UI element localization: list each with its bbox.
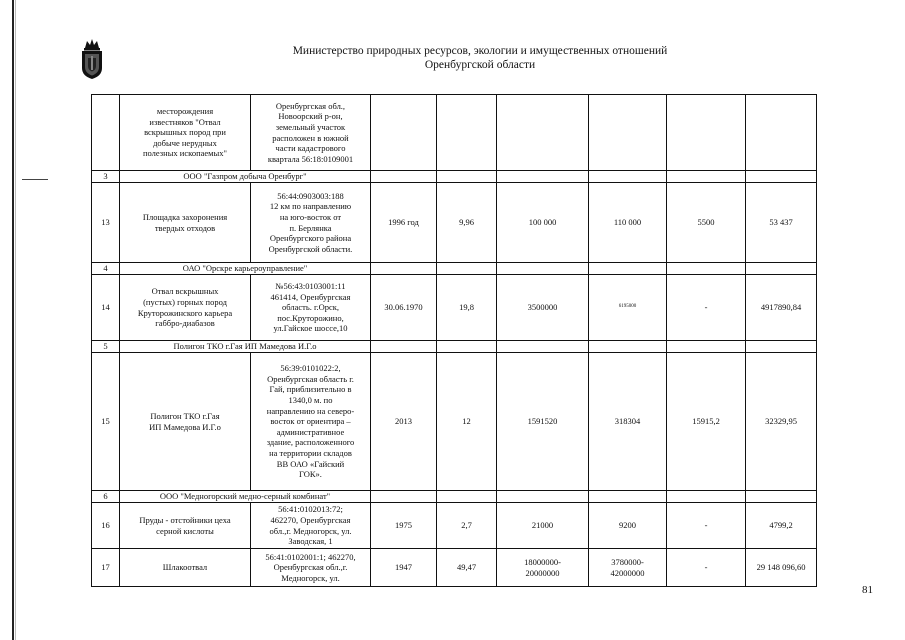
cost-cell: 53 437 xyxy=(746,183,817,263)
empty-cell xyxy=(746,263,817,275)
cost-cell: 29 148 096,60 xyxy=(746,549,817,587)
group-number-cell: 4 xyxy=(92,263,120,275)
page-number: 81 xyxy=(862,584,873,596)
accumulated-cell: 9200 xyxy=(589,503,667,549)
year-cell xyxy=(371,95,437,171)
empty-cell xyxy=(589,341,667,353)
empty-cell xyxy=(497,341,589,353)
group-number-cell: 5 xyxy=(92,341,120,353)
coat-of-arms-icon xyxy=(79,38,105,80)
row-number-cell: 13 xyxy=(92,183,120,263)
group-title-cell: ООО "Газпром добыча Оренбург" xyxy=(120,171,371,183)
area-cell: 49,47 xyxy=(437,549,497,587)
capacity-cell: 100 000 xyxy=(497,183,589,263)
annual-cell: - xyxy=(667,549,746,587)
group-number-cell: 6 xyxy=(92,491,120,503)
capacity-cell: 3500000 xyxy=(497,275,589,341)
accumulated-cell: 318304 xyxy=(589,353,667,491)
empty-cell xyxy=(667,171,746,183)
margin-mark xyxy=(22,179,48,180)
header-line-2: Оренбургской области xyxy=(424,59,536,71)
empty-cell xyxy=(589,171,667,183)
group-row xyxy=(92,263,817,275)
group-row xyxy=(92,491,817,503)
object-name-cell: месторождения известняков "Отвал вскрышных пород при добыче нерудных полезных ископаемых" xyxy=(120,95,251,171)
location-cell: Оренбургская обл., Новоорский р-он, земельный участок расположен в южной части кадастрового квартала 56:18:0109001 xyxy=(251,95,371,171)
location-cell: 56:44:0903003:188 12 км по направлению на юго-восток от п. Берлянка Оренбургского района Оренбургской области. xyxy=(251,183,371,263)
object-name-cell: Полигон ТКО г.Гая ИП Мамедова И.Г.о xyxy=(120,353,251,491)
accumulated-cell: 6195000 xyxy=(589,275,667,341)
accumulated-cell: 3780000- 42000000 xyxy=(589,549,667,587)
row-number-cell: 16 xyxy=(92,503,120,549)
group-row xyxy=(92,171,817,183)
location-cell: 56:39:0101022:2, Оренбургская область г. Гай, приблизительно в 1340,0 м. по направлению на северо- восток от ориентира – административное здание, расположенного на территории складов ВВ ОАО «Гайский ГОК». xyxy=(251,353,371,491)
location-cell: 56:41:0102001:1; 462270, Оренбургская обл.,г. Медногорск, ул. xyxy=(251,549,371,587)
location-cell: 56:41:0102013:72; 462270, Оренбургская обл.,г. Медногорск, ул. Заводская, 1 xyxy=(251,503,371,549)
row-number-cell: 14 xyxy=(92,275,120,341)
annual-cell: 5500 xyxy=(667,183,746,263)
empty-cell xyxy=(371,171,437,183)
empty-cell xyxy=(497,171,589,183)
empty-cell xyxy=(746,341,817,353)
row-number-cell xyxy=(92,95,120,171)
group-row xyxy=(92,341,817,353)
document-header xyxy=(230,44,730,72)
area-cell: 9,96 xyxy=(437,183,497,263)
table-row xyxy=(92,275,817,341)
table-row xyxy=(92,95,817,171)
empty-cell xyxy=(667,263,746,275)
capacity-cell: 21000 xyxy=(497,503,589,549)
year-cell: 1996 год xyxy=(371,183,437,263)
table-row xyxy=(92,183,817,263)
empty-cell xyxy=(437,171,497,183)
year-cell: 1975 xyxy=(371,503,437,549)
cost-cell xyxy=(746,95,817,171)
empty-cell xyxy=(437,263,497,275)
group-title-cell: ОАО "Орскре карьероуправление" xyxy=(120,263,371,275)
location-cell: №56:43:0103001:11 461414, Оренбургская область. г.Орск, пос.Круторожино, ул.Гайское шоссе,10 xyxy=(251,275,371,341)
waste-objects-table xyxy=(91,94,817,587)
header-line-1: Министерство природных ресурсов, экологии и имущественных отношений xyxy=(292,45,668,57)
annual-cell: 15915,2 xyxy=(667,353,746,491)
empty-cell xyxy=(371,491,437,503)
cost-cell: 4799,2 xyxy=(746,503,817,549)
year-cell: 1947 xyxy=(371,549,437,587)
binder-edge xyxy=(12,0,14,640)
annual-cell: - xyxy=(667,275,746,341)
empty-cell xyxy=(746,171,817,183)
cost-cell: 32329,95 xyxy=(746,353,817,491)
empty-cell xyxy=(667,491,746,503)
binder-edge-shadow xyxy=(15,0,16,640)
accumulated-cell: 110 000 xyxy=(589,183,667,263)
area-cell xyxy=(437,95,497,171)
object-name-cell: Отвал вскрышных (пустых) горных пород Круторожинского карьера габбро-диабазов xyxy=(120,275,251,341)
capacity-cell xyxy=(497,95,589,171)
cost-cell: 4917890,84 xyxy=(746,275,817,341)
table-row xyxy=(92,549,817,587)
area-cell: 19,8 xyxy=(437,275,497,341)
area-cell: 2,7 xyxy=(437,503,497,549)
empty-cell xyxy=(497,491,589,503)
group-title-cell: Полигон ТКО г.Гая ИП Мамедова И.Г.о xyxy=(120,341,371,353)
year-cell: 30.06.1970 xyxy=(371,275,437,341)
area-cell: 12 xyxy=(437,353,497,491)
empty-cell xyxy=(589,491,667,503)
empty-cell xyxy=(371,263,437,275)
empty-cell xyxy=(371,341,437,353)
annual-cell: - xyxy=(667,503,746,549)
capacity-cell: 18000000- 20000000 xyxy=(497,549,589,587)
table-row xyxy=(92,503,817,549)
empty-cell xyxy=(589,263,667,275)
group-title-cell: ООО "Медногорский медно-серный комбинат" xyxy=(120,491,371,503)
annual-cell xyxy=(667,95,746,171)
empty-cell xyxy=(667,341,746,353)
object-name-cell: Шлакоотвал xyxy=(120,549,251,587)
table-row xyxy=(92,353,817,491)
empty-cell xyxy=(437,491,497,503)
empty-cell xyxy=(437,341,497,353)
year-cell: 2013 xyxy=(371,353,437,491)
empty-cell xyxy=(497,263,589,275)
object-name-cell: Площадка захоронения твердых отходов xyxy=(120,183,251,263)
row-number-cell: 15 xyxy=(92,353,120,491)
object-name-cell: Пруды - отстойники цеха серной кислоты xyxy=(120,503,251,549)
row-number-cell: 17 xyxy=(92,549,120,587)
accumulated-cell xyxy=(589,95,667,171)
capacity-cell: 1591520 xyxy=(497,353,589,491)
empty-cell xyxy=(746,491,817,503)
group-number-cell: 3 xyxy=(92,171,120,183)
